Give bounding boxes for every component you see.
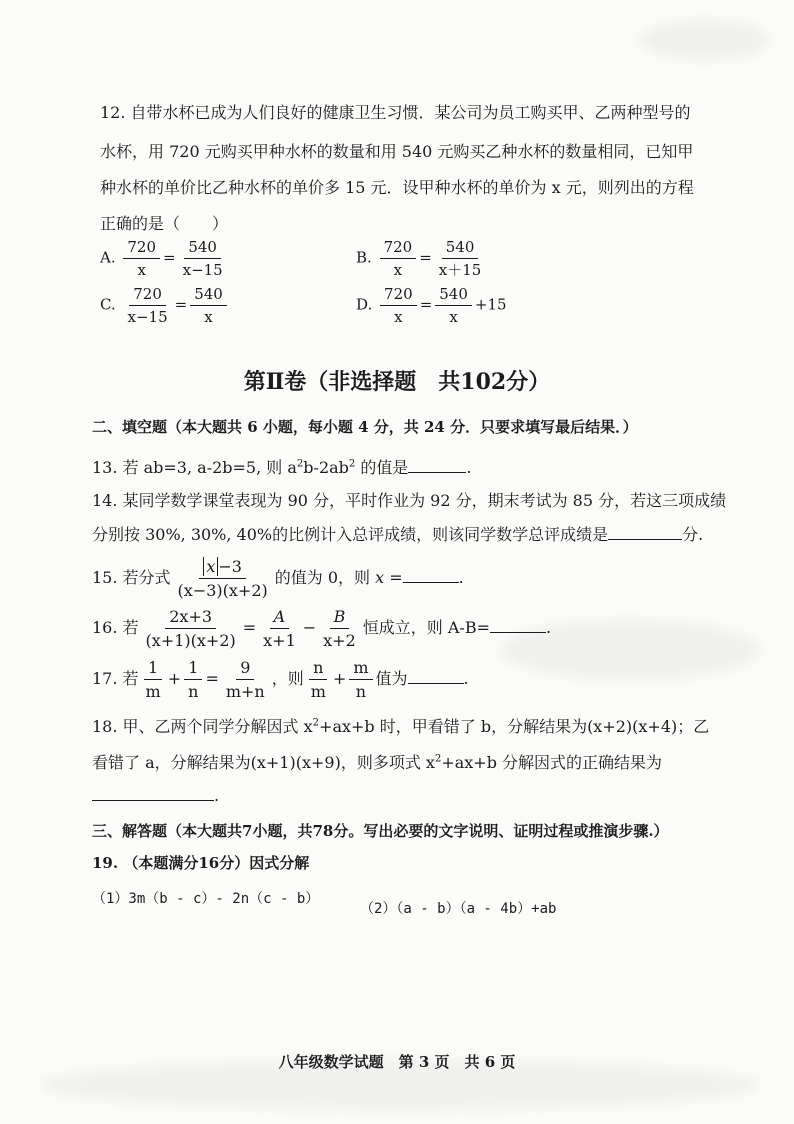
q13: 13. 若 ab=3, a-2b=5, 则 $a^2b-2ab^2$ 的值是 .: [92, 458, 472, 477]
q19-part2: （2）（a - b）（a - 4b）+ab: [360, 901, 557, 917]
part3-header: 三、解答题（本大题共7小题，共78分。写出必要的文字说明、证明过程或推演步骤.）: [92, 822, 669, 840]
page-footer: 八年级数学试题 第 3 页 共 6 页: [278, 1053, 516, 1071]
answer-blank[interactable]: [608, 525, 682, 540]
q12-line4: 正确的是（ ）: [100, 214, 229, 233]
q19-title: 19. （本题满分16分）因式分解: [92, 854, 310, 872]
answer-blank[interactable]: [490, 618, 546, 633]
q18-answer: .: [92, 786, 219, 805]
answer-blank[interactable]: [403, 568, 459, 583]
q18-line1: 18. 甲、乙两个同学分解因式 $x^2+ax+b$ 时，甲看错了 b，分解结果为(x+2)(x+4)；乙: [92, 717, 710, 736]
answer-blank[interactable]: [408, 669, 464, 684]
q18-line2: 看错了 a，分解结果为(x+1)(x+9)，则多项式 $x^2+ax+b$ 分解因式的正确结果为: [92, 753, 663, 772]
q15: 15. 若分式 $\frac{x -3}{(x-3)(x+2)}$ 的值为 0，则 x = .: [92, 557, 464, 601]
option-d[interactable]: D. $\frac{720}{x}$ = $\frac{540}{x}$ +15: [356, 285, 507, 326]
q12-line3: 种水杯的单价比乙种水杯的单价多 15 元．设甲种水杯的单价为 x 元，则列出的方程: [100, 178, 694, 197]
q19-part1: （1）3m（b - c）- 2n（c - b）: [92, 891, 320, 907]
q12-line2: 水杯，用 720 元购买甲种水杯的数量和用 540 元购买乙种水杯的数量相同，已知甲: [100, 142, 694, 161]
q12-line1: 12. 自带水杯已成为人们良好的健康卫生习惯．某公司为员工购买甲、乙两种型号的: [100, 103, 691, 122]
part2-header: 二、填空题（本大题共 6 小题，每小题 4 分，共 24 分．只要求填写最后结果．）: [92, 418, 638, 436]
q14-line2: 分别按 30%, 30%, 40%的比例计入总评成绩，则该同学数学总评成绩是 分.: [92, 525, 704, 544]
option-a[interactable]: A. $\frac{720}{x}$ = $\frac{540}{x-15}$: [100, 238, 223, 279]
q17: 17. 若 $\frac{1}{m}$ + $\frac{1}{n}$ = $\frac{9}{m+n}$ ，则 $\frac{n}{m}$ + $\frac{m}{n}$ 值为 .: [92, 658, 469, 702]
option-b[interactable]: B. $\frac{720}{x}$ = $\frac{540}{x+15}$: [356, 238, 482, 279]
q14-line1: 14. 某同学数学课堂表现为 90 分，平时作业为 92 分，期末考试为 85 分，若这三项成绩: [92, 491, 727, 510]
answer-blank[interactable]: [408, 458, 466, 473]
section-title: 第Ⅱ卷（非选择题 共102分）: [243, 369, 551, 395]
answer-blank[interactable]: [92, 786, 214, 801]
scan-smudge: [640, 20, 770, 60]
q16: 16. 若 $\frac{2x+3}{(x+1)(x+2)}$ = $\frac{A}{x+1}$ − $\frac{B}{x+2}$ 恒成立，则 A-B= .: [92, 607, 552, 651]
option-c[interactable]: C. $\frac{720}{x-15}$ = $\frac{540}{x}$: [100, 285, 230, 326]
